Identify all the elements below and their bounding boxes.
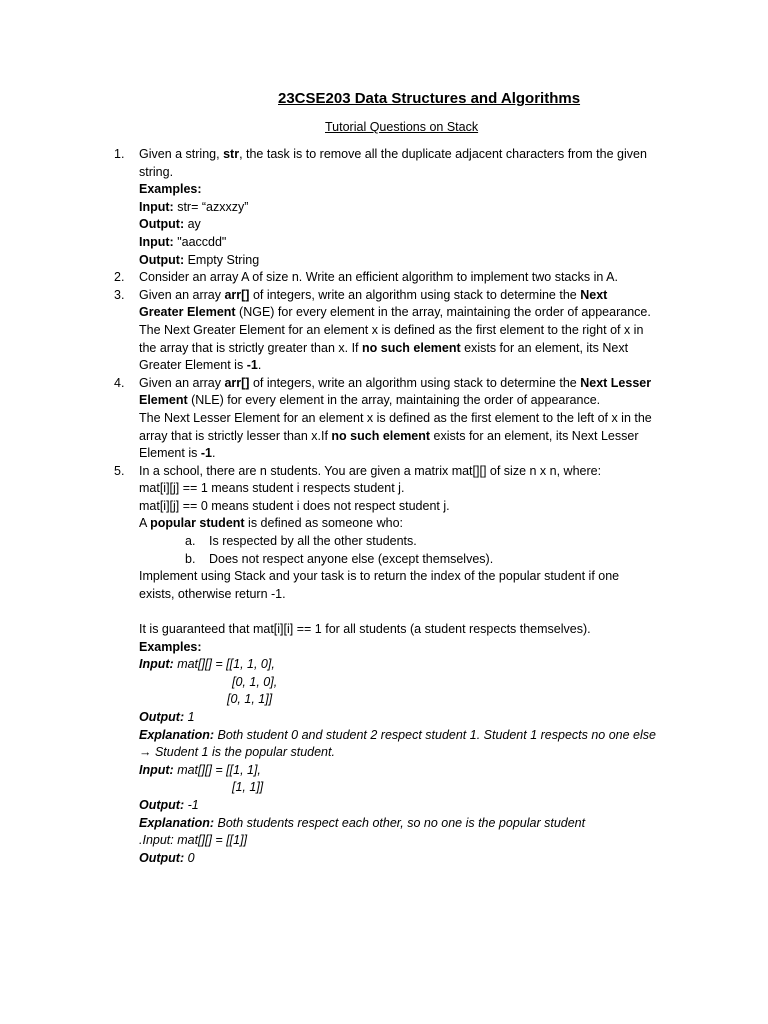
bold-term: arr[]: [224, 287, 250, 302]
question-1: [114, 146, 680, 269]
examples-heading: [139, 639, 680, 657]
question-list: [114, 146, 680, 867]
examples-label: Examples:: [139, 182, 202, 197]
bold-term: -1: [200, 446, 212, 461]
examples-label: Examples:: [139, 639, 202, 654]
example-input-continued: [0, 1, 1]]: [227, 692, 273, 707]
bold-term: str: [223, 147, 240, 161]
bold-term: arr[]: [224, 375, 250, 390]
text-segment: .: [211, 446, 216, 461]
question-text: [139, 445, 680, 463]
example-explanation: [139, 727, 680, 745]
text-segment: A: [139, 516, 151, 531]
question-text: mat[i][j] == 0 means student i does not respect student j.: [139, 498, 450, 513]
question-3: [114, 287, 680, 375]
bold-term: -1: [246, 358, 258, 373]
input-value: mat[][] = [[1, 1, 0],: [173, 657, 275, 672]
sub-item-text: Does not respect anyone else (except themselves).: [209, 551, 494, 566]
example-explanation-continued: → Student 1 is the popular student.: [139, 745, 335, 760]
example-output: [139, 797, 680, 815]
text-segment: is defined as someone who:: [244, 516, 404, 531]
example-input: [139, 656, 680, 674]
question-text: The Next Greater Element for an element x is defined as the first element to the right of x in: [139, 322, 644, 337]
question-2: [114, 269, 680, 287]
question-number: 3.: [114, 287, 125, 302]
question-number: 5.: [114, 463, 125, 478]
blank-line: [139, 603, 680, 621]
bold-term: popular student: [150, 516, 245, 531]
example-explanation: [139, 815, 680, 833]
output-label: Output:: [139, 797, 185, 812]
bold-term: no such element: [362, 340, 461, 355]
explanation-text: Both student 0 and student 2 respect student 1. Student 1 respects no one else: [214, 727, 656, 742]
text-segment: (NLE) for every element in the array, maintaining the order of appearance.: [187, 393, 601, 408]
bold-term: no such element: [331, 428, 431, 443]
question-text: [139, 287, 680, 305]
example-input: .Input: mat[][] = [[1]]: [139, 833, 248, 848]
question-text: Consider an array A of size n. Write an efficient algorithm to implement two stacks in A.: [139, 270, 618, 285]
question-number: 4.: [114, 375, 125, 390]
question-text: [139, 392, 680, 410]
output-label: Output:: [139, 252, 185, 267]
text-segment: , the task is to remove all the duplicate adjacent characters from the given: [239, 147, 647, 161]
explanation-text: Both students respect each other, so no one is the popular student: [214, 815, 586, 830]
example-input: [139, 234, 680, 252]
input-label: Input:: [139, 762, 174, 777]
input-value: mat[][] = [[1, 1],: [173, 762, 261, 777]
output-label: Output:: [139, 710, 185, 724]
example-input: [139, 199, 680, 217]
question-4: [114, 375, 680, 463]
question-text: [139, 515, 680, 533]
bold-term: Greater Element: [139, 305, 236, 320]
question-text: Implement using Stack and your task is to return the index of the popular student if one: [139, 569, 620, 584]
input-label: Input:: [139, 234, 174, 249]
question-text: mat[i][j] == 1 means student i respects student j.: [139, 481, 405, 496]
text-segment: Given an array: [139, 375, 225, 390]
bold-term: Next: [580, 287, 608, 302]
output-value: Empty String: [184, 252, 260, 267]
text-segment: (NGE) for every element in the array, maintaining the order of appearance.: [235, 305, 651, 320]
example-output: [139, 216, 680, 234]
question-text: exists, otherwise return -1.: [139, 586, 286, 601]
sub-item-label: a.: [185, 534, 196, 549]
example-input: [139, 762, 680, 780]
bold-term: Next Lesser: [580, 375, 652, 390]
question-number: 2.: [114, 270, 125, 285]
text-segment: of integers, write an algorithm using stack to determine the: [249, 375, 581, 390]
explanation-label: Explanation:: [139, 815, 215, 830]
sub-item-a: [139, 533, 680, 551]
text-segment: .: [257, 358, 262, 373]
example-input-continued: [0, 1, 0],: [232, 674, 278, 689]
example-output: [139, 709, 680, 727]
bold-term: Element: [139, 393, 188, 408]
question-text: [139, 357, 680, 375]
question-text: It is guaranteed that mat[i][i] == 1 for all students (a student respects themselves).: [139, 622, 591, 637]
explanation-label: Explanation:: [139, 727, 215, 742]
output-value: 1: [184, 710, 195, 724]
output-label: Output:: [139, 850, 185, 865]
output-value: 0: [184, 850, 195, 865]
output-label: Output:: [139, 217, 185, 232]
question-5: [114, 463, 680, 868]
question-text: [139, 146, 680, 164]
question-text: The Next Lesser Element for an element x is defined as the first element to the left of x in the: [139, 410, 652, 425]
example-output: [139, 252, 680, 270]
question-number: 1.: [114, 147, 125, 161]
text-segment: Given a string,: [139, 147, 224, 161]
sub-item-text: Is respected by all the other students.: [209, 534, 417, 549]
question-text: In a school, there are n students. You are given a matrix mat[][] of size n x n, where:: [139, 463, 602, 478]
input-label: Input:: [139, 657, 174, 672]
output-value: ay: [184, 217, 201, 232]
sub-item-b: [139, 551, 680, 569]
question-text: string.: [139, 164, 174, 179]
page-title: 23CSE203 Data Structures and Algorithms: [278, 90, 581, 107]
question-text: [139, 340, 680, 358]
input-value: "aaccdd": [173, 234, 227, 249]
sub-item-label: b.: [185, 551, 196, 566]
examples-heading: [139, 181, 680, 199]
text-segment: Greater Element is: [139, 358, 247, 373]
page-subtitle: Tutorial Questions on Stack: [325, 120, 479, 134]
question-text: [139, 375, 680, 393]
text-segment: Element is: [139, 446, 201, 461]
input-label: Input:: [139, 199, 174, 214]
text-segment: Given an array: [139, 287, 225, 302]
question-text: [139, 304, 680, 322]
text-segment: of integers, write an algorithm using stack to determine the: [249, 287, 581, 302]
input-value: str= “azxxzy”: [173, 199, 249, 214]
output-value: -1: [184, 797, 199, 812]
text-segment: exists for an element, its Next: [460, 340, 629, 355]
example-output: [139, 850, 680, 868]
question-text: [139, 428, 680, 446]
text-segment: the array that is strictly greater than x. If: [139, 340, 363, 355]
text-segment: array that is strictly lesser than x.If: [139, 428, 332, 443]
text-segment: exists for an element, its Next Lesser: [430, 428, 639, 443]
example-input-continued: [1, 1]]: [232, 780, 264, 795]
